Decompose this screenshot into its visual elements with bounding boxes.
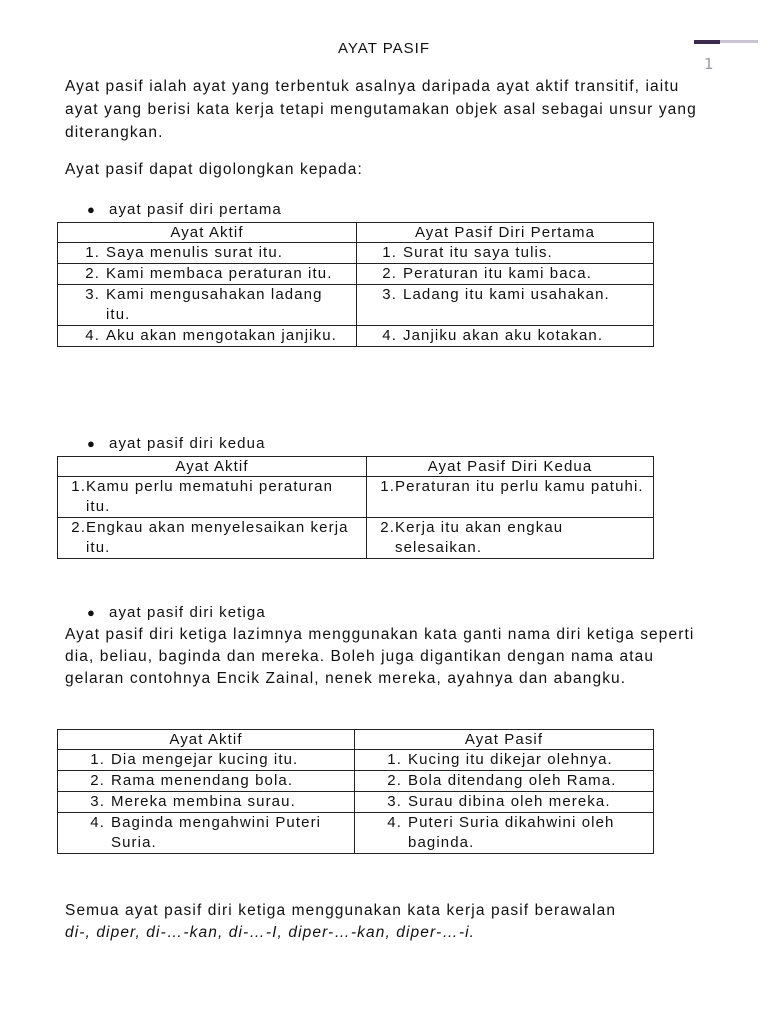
table-row (58, 285, 654, 326)
bullet-label: ayat pasif diri ketiga (109, 604, 266, 621)
bullet-dot-icon: ● (87, 202, 96, 217)
row-number: 2. (387, 772, 402, 789)
active-sentence: Baginda mengahwini Puteri Suria. (111, 814, 322, 851)
table-row (58, 792, 654, 813)
bullet-third-person (87, 604, 266, 621)
table-header-row (58, 457, 654, 477)
header-active: Ayat Aktif (58, 223, 357, 243)
active-sentence: Dia mengejar kucing itu. (111, 751, 299, 768)
header-passive: Ayat Pasif (355, 730, 654, 750)
active-sentence: Rama menendang bola. (111, 772, 294, 789)
header-active: Ayat Aktif (58, 730, 355, 750)
row-number: 1. (382, 244, 397, 261)
passive-sentence: Kerja itu akan engkau selesaikan. (395, 519, 564, 556)
bullet-dot-icon: ● (87, 436, 96, 451)
row-number: 3. (90, 793, 105, 810)
table-row (58, 750, 654, 771)
table-row (58, 243, 654, 264)
header-passive: Ayat Pasif Diri Kedua (367, 457, 654, 477)
row-number: 1. (387, 751, 402, 768)
bullet-label: ayat pasif diri pertama (109, 201, 282, 218)
row-number: 4. (387, 814, 402, 831)
row-number: 1. (85, 244, 100, 261)
passive-sentence: Janjiku akan aku kotakan. (403, 327, 604, 344)
passive-sentence: Surau dibina oleh mereka. (408, 793, 611, 810)
row-number: 2. (71, 519, 86, 536)
bullet-dot-icon: ● (87, 605, 96, 620)
third-person-description: Ayat pasif diri ketiga lazimnya menggunakan kata ganti nama diri ketiga seperti dia, beliau, baginda dan mereka. Boleh juga digantikan dengan nama atau gelaran contohnya Encik Zainal, nenek mereka, ayahnya dan abangku. (65, 626, 695, 687)
passive-sentence: Bola ditendang oleh Rama. (408, 772, 617, 789)
table-first-person (57, 222, 654, 347)
closing-paragraph (65, 900, 705, 944)
table-second-person (57, 456, 654, 559)
bullet-first-person (87, 201, 282, 218)
table-row (58, 326, 654, 347)
row-number: 4. (90, 814, 105, 831)
intro-paragraph: Ayat pasif ialah ayat yang terbentuk asalnya daripada ayat aktif transitif, iaitu ayat yang berisi kata kerja tetapi mengutamakan objek asal sebagai unsur yang diterangkan. (65, 78, 697, 141)
header-passive: Ayat Pasif Diri Pertama (357, 223, 654, 243)
passive-sentence: Peraturan itu perlu kamu patuhi. (395, 478, 644, 495)
row-number: 1. (90, 751, 105, 768)
table-row (58, 477, 654, 518)
page-title: AYAT PASIF (338, 40, 430, 57)
row-number: 2. (382, 265, 397, 282)
row-number: 1. (71, 478, 86, 495)
active-sentence: Aku akan mengotakan janjiku. (106, 327, 337, 344)
active-sentence: Mereka membina surau. (111, 793, 296, 810)
active-sentence: Kamu perlu mematuhi peraturan itu. (86, 478, 334, 515)
row-number: 2. (85, 265, 100, 282)
closing-affixes: di-, diper, di-…-kan, di-…-I, diper-…-kan, diper-…-i. (65, 924, 476, 941)
table-third-person (57, 729, 654, 854)
header-active: Ayat Aktif (58, 457, 367, 477)
row-number: 3. (382, 286, 397, 303)
active-sentence: Engkau akan menyelesaikan kerja itu. (86, 519, 349, 556)
table-row (58, 813, 654, 854)
active-sentence: Kami mengusahakan ladang itu. (106, 286, 323, 323)
row-number: 2. (380, 519, 395, 536)
table-row (58, 264, 654, 285)
row-number: 1. (380, 478, 395, 495)
bullet-label: ayat pasif diri kedua (109, 435, 266, 452)
passive-sentence: Ladang itu kami usahakan. (403, 286, 610, 303)
page-number: 1 (704, 55, 714, 73)
active-sentence: Saya menulis surat itu. (106, 244, 284, 261)
row-number: 3. (85, 286, 100, 303)
table-row (58, 771, 654, 792)
closing-text: Semua ayat pasif diri ketiga menggunakan kata kerja pasif berawalan (65, 902, 617, 919)
table-header-row (58, 730, 654, 750)
passive-sentence: Kucing itu dikejar olehnya. (408, 751, 613, 768)
passive-sentence: Surat itu saya tulis. (403, 244, 553, 261)
row-number: 4. (382, 327, 397, 344)
table-header-row (58, 223, 654, 243)
row-number: 2. (90, 772, 105, 789)
passive-sentence: Peraturan itu kami baca. (403, 265, 592, 282)
passive-sentence: Puteri Suria dikahwini oleh baginda. (408, 814, 615, 851)
bullet-second-person (87, 435, 266, 452)
row-number: 4. (85, 327, 100, 344)
row-number: 3. (387, 793, 402, 810)
table-row (58, 518, 654, 559)
active-sentence: Kami membaca peraturan itu. (106, 265, 333, 282)
classify-paragraph: Ayat pasif dapat digolongkan kepada: (65, 161, 363, 178)
